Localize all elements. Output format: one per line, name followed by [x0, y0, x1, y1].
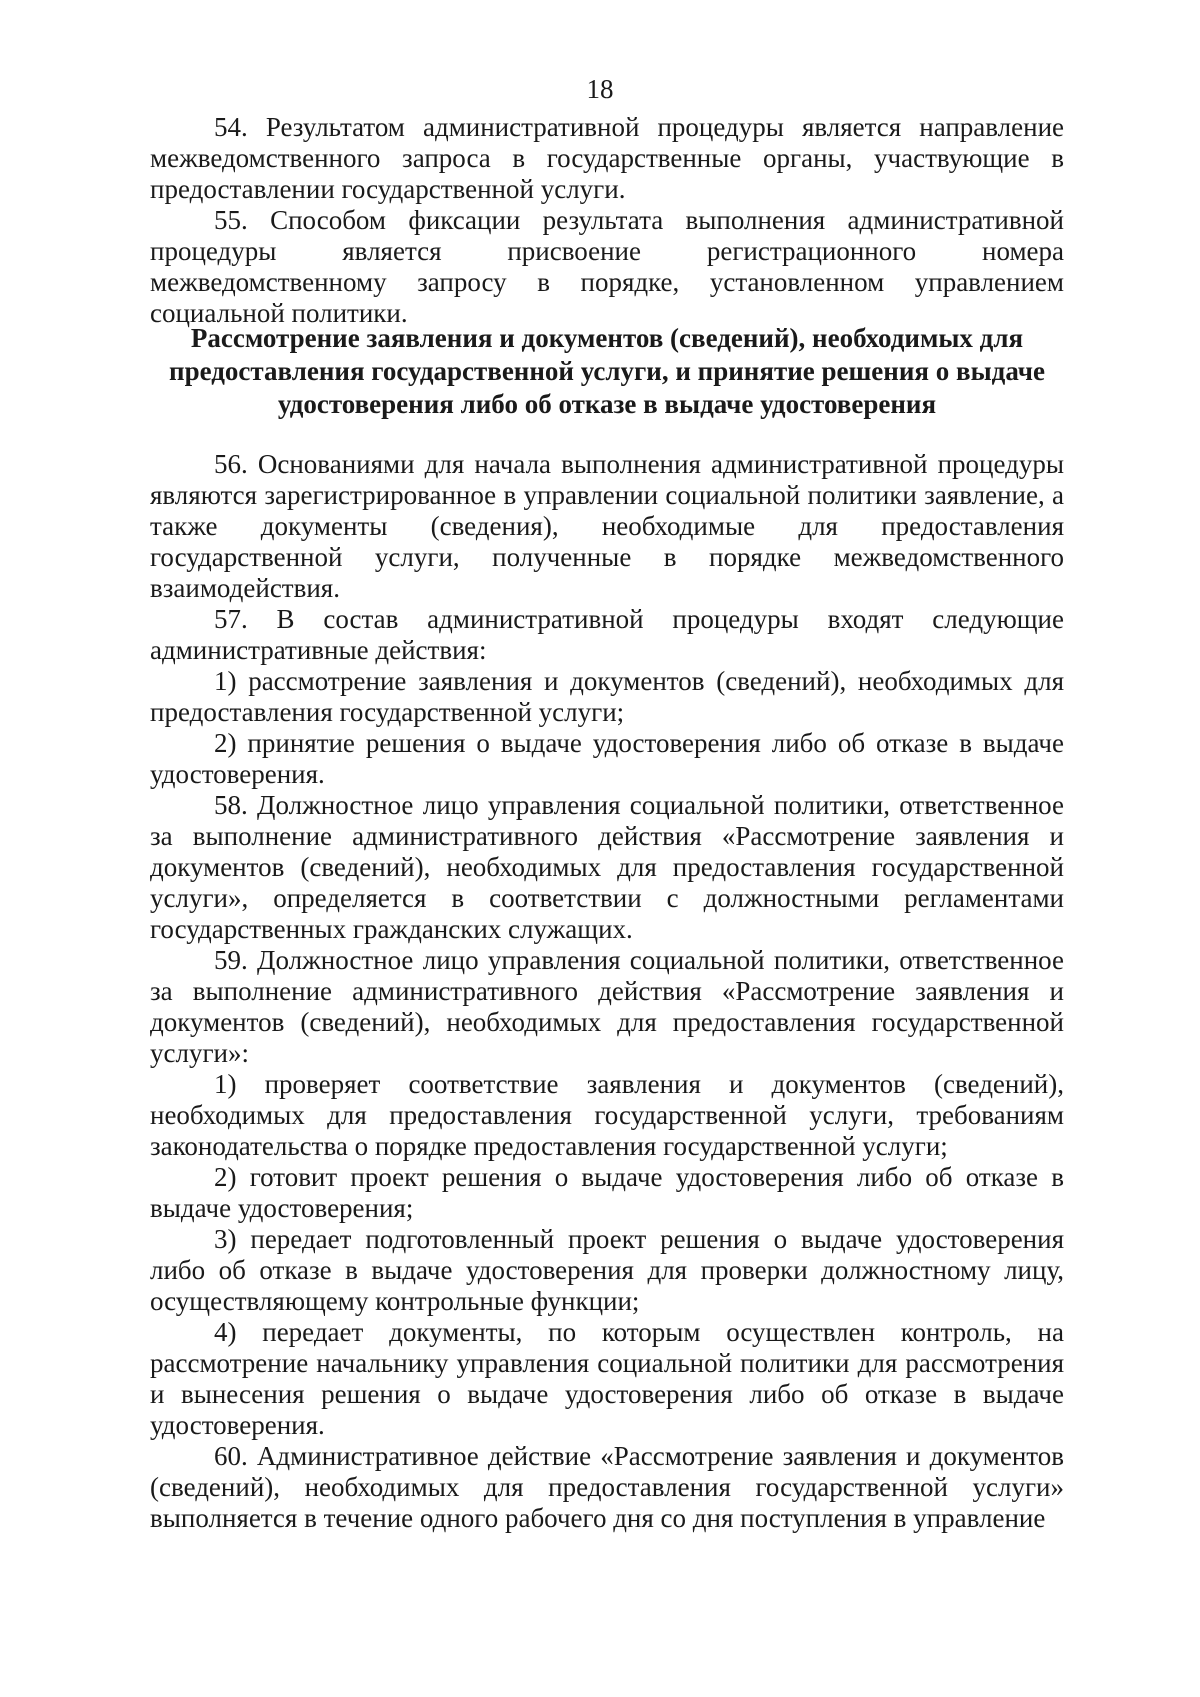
paragraph-59: 59. Должностное лицо управления социальной политики, ответственное за выполнение административного действия «Рассмотрение заявления и документов (сведений), необходимых для предоставления государственной услуги»:	[150, 945, 1064, 1068]
paragraph-59-item-4: 4) передает документы, по которым осуществлен контроль, на рассмотрение начальнику управления социальной политики для рассмотрения и вынесения решения о выдаче удостоверения либо об отказе в выдаче удостоверения.	[150, 1317, 1064, 1440]
paragraph-60: 60. Административное действие «Рассмотрение заявления и документов (сведений), необходимых для предоставления государственной услуги» выполняется в течение одного рабочего дня со дня поступления в управление	[150, 1441, 1064, 1533]
paragraph-59-item-3: 3) передает подготовленный проект решения о выдаче удостоверения либо об отказе в выдаче удостоверения для проверки должностному лицу, осуществляющему контрольные функции;	[150, 1224, 1064, 1316]
heading-line-1: Рассмотрение заявления и документов (сведений), необходимых для	[190, 323, 1024, 353]
paragraph-55: 55. Способом фиксации результата выполнения административной процедуры является присвоение регистрационного номера межведомственному запросу в порядке, установленном управлением социальной политики.	[150, 205, 1064, 328]
top-paragraphs	[150, 112, 1064, 329]
heading-line-3: удостоверения либо об отказе в выдаче удостоверения	[277, 389, 937, 419]
paragraph-57-item-1: 1) рассмотрение заявления и документов (сведений), необходимых для предоставления государственной услуги;	[150, 666, 1064, 727]
paragraph-59-item-2: 2) готовит проект решения о выдаче удостоверения либо об отказе в выдаче удостоверения;	[150, 1162, 1064, 1223]
main-paragraphs	[150, 449, 1064, 1534]
paragraph-59-item-1: 1) проверяет соответствие заявления и документов (сведений), необходимых для предоставления государственной услуги, требованиям законодательства о порядке предоставления государственной услуги;	[150, 1069, 1064, 1161]
section-heading	[150, 322, 1064, 421]
paragraph-58: 58. Должностное лицо управления социальной политики, ответственное за выполнение административного действия «Рассмотрение заявления и документов (сведений), необходимых для предоставления государственной услуги», определяется в соответствии с должностными регламентами государственных гражданских служащих.	[150, 790, 1064, 944]
paragraph-57: 57. В состав административной процедуры входят следующие административные действия:	[150, 604, 1064, 665]
paragraph-57-item-2: 2) принятие решения о выдаче удостоверения либо об отказе в выдаче удостоверения.	[150, 728, 1064, 789]
paragraph-54: 54. Результатом административной процедуры является направление межведомственного запроса в государственные органы, участвующие в предоставлении государственной услуги.	[150, 112, 1064, 204]
heading-line-2: предоставления государственной услуги, и принятие решения о выдаче	[169, 356, 1045, 386]
page-number: 18	[586, 74, 614, 104]
paragraph-56: 56. Основаниями для начала выполнения административной процедуры являются зарегистрированное в управлении социальной политики заявление, а также документы (сведения), необходимые для предоставления государственной услуги, полученные в порядке межведомственного взаимодействия.	[150, 449, 1064, 603]
